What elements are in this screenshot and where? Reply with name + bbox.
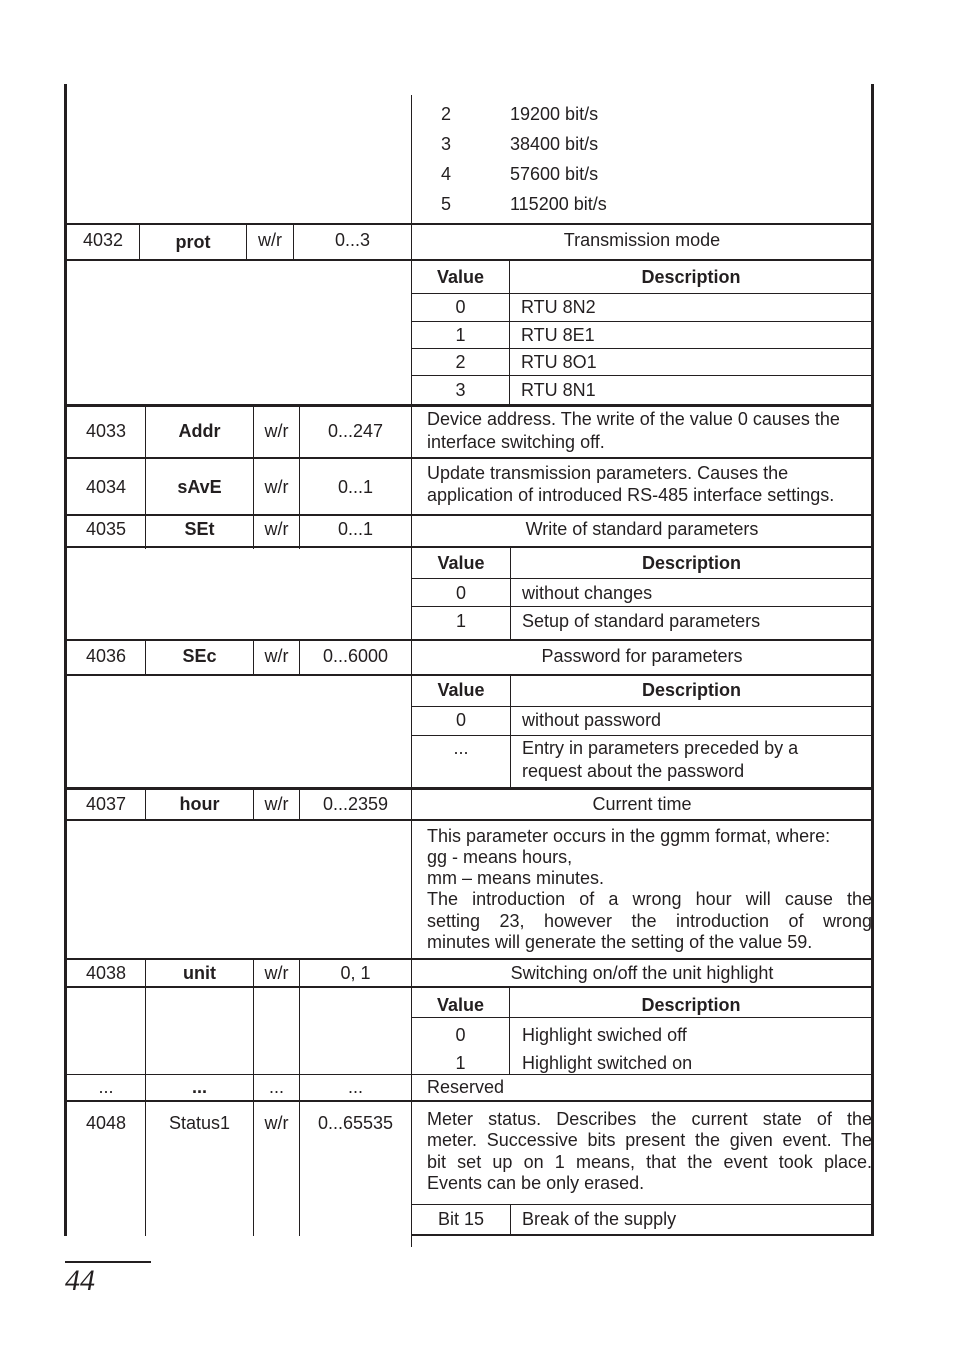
register-address: 4038: [85, 963, 127, 983]
note-line: mm – means minutes.: [427, 868, 605, 888]
option-desc: Highlight swiched off: [522, 1025, 687, 1045]
note-line: gg - means hours,: [427, 847, 573, 867]
register-access: w/r: [264, 477, 289, 497]
option-desc: Setup of standard parameters: [522, 611, 761, 631]
register-description: application of introduced RS-485 interface settings.: [427, 485, 835, 505]
option-value: 0: [455, 297, 466, 317]
register-address: 4032: [82, 230, 124, 250]
register-access: w/r: [264, 421, 289, 441]
register-symbol: ...: [191, 1077, 207, 1097]
value-header: Value: [436, 995, 485, 1015]
baud-value: 2: [441, 104, 452, 124]
option-value: 1: [455, 611, 466, 631]
register-symbol: unit: [183, 963, 216, 983]
register-range: ...: [347, 1077, 363, 1097]
register-description: Transmission mode: [563, 230, 721, 250]
baud-desc: 38400 bit/s: [510, 134, 599, 154]
register-description: Reserved: [427, 1077, 505, 1097]
register-access: w/r: [264, 519, 289, 539]
baud-value: 4: [441, 164, 452, 184]
option-value: 0: [455, 583, 466, 603]
register-description: Switching on/off the unit highlight: [510, 963, 774, 983]
option-value: 1: [455, 325, 466, 345]
register-range: 0, 1: [340, 963, 371, 983]
option-desc: RTU 8N2: [521, 297, 596, 317]
option-value: 2: [455, 352, 466, 372]
page-number: 44: [65, 1264, 95, 1297]
option-value: 1: [455, 1053, 466, 1073]
register-address: 4033: [85, 421, 127, 441]
register-access: w/r: [264, 1113, 289, 1133]
option-value: ...: [453, 738, 469, 758]
note-line: This parameter occurs in the ggmm format, where:: [427, 826, 831, 846]
register-range: 0...6000: [322, 646, 389, 666]
register-address: 4037: [85, 794, 127, 814]
description-header: Description: [641, 553, 742, 573]
baud-desc: 19200 bit/s: [510, 104, 599, 124]
register-symbol: SEt: [184, 519, 215, 539]
option-desc: request about the password: [522, 761, 745, 781]
footer-rule: [65, 1261, 151, 1263]
register-address: 4035: [85, 519, 127, 539]
register-range: 0...2359: [322, 794, 389, 814]
value-header: Value: [437, 680, 485, 700]
option-desc: without changes: [522, 583, 653, 603]
baud-desc: 115200 bit/s: [510, 194, 607, 214]
register-symbol: SEc: [182, 646, 217, 666]
register-address: 4048: [85, 1113, 127, 1133]
register-access: w/r: [258, 230, 282, 250]
register-address: 4036: [85, 646, 127, 666]
description-header: Description: [641, 267, 741, 287]
option-desc: RTU 8E1: [521, 325, 595, 345]
register-access: w/r: [264, 794, 289, 814]
register-access: w/r: [264, 646, 289, 666]
register-address: 4034: [85, 477, 127, 497]
note-line: minutes will generate the setting of the value 59.: [427, 932, 813, 952]
option-desc: without password: [522, 710, 662, 730]
register-range: 0...65535: [317, 1113, 394, 1133]
register-access: w/r: [264, 963, 289, 983]
register-description: Device address. The write of the value 0 causes the: [427, 409, 840, 429]
register-range: 0...247: [327, 421, 384, 441]
option-value: 0: [455, 710, 466, 730]
register-description: interface switching off.: [427, 432, 605, 452]
register-symbol: hour: [179, 794, 220, 814]
register-description: Events can be only erased.: [427, 1173, 645, 1193]
bit-desc: Break of the supply: [522, 1209, 677, 1229]
value-header: Value: [436, 267, 485, 287]
baud-value: 5: [441, 194, 452, 214]
option-value: 3: [455, 380, 466, 400]
register-description: Meter status. Describes the current state of the: [427, 1109, 872, 1129]
register-symbol: Addr: [178, 421, 221, 441]
register-description: meter. Successive bits present the given event. The: [427, 1130, 872, 1150]
baud-desc: 57600 bit/s: [510, 164, 599, 184]
register-symbol: Status1: [168, 1113, 231, 1133]
option-desc: RTU 8N1: [521, 380, 596, 400]
register-description: Password for parameters: [541, 646, 743, 666]
value-header: Value: [437, 553, 485, 573]
note-line: setting 23, however the introduction of wrong: [427, 911, 872, 931]
register-symbol: prot: [175, 232, 211, 252]
option-desc: RTU 8O1: [521, 352, 597, 372]
register-range: 0...1: [337, 519, 374, 539]
note-line: The introduction of a wrong hour will cause the: [427, 889, 872, 909]
register-range: 0...3: [334, 230, 371, 250]
baud-value: 3: [441, 134, 452, 154]
register-address: ...: [98, 1077, 114, 1097]
description-header: Description: [641, 995, 741, 1015]
register-description: bit set up on 1 means, that the event took place.: [427, 1152, 872, 1172]
description-header: Description: [641, 680, 742, 700]
option-desc: Entry in parameters preceded by a: [522, 738, 799, 758]
option-value: 0: [455, 1025, 466, 1045]
bit-label: Bit 15: [437, 1209, 485, 1229]
register-symbol: sAvE: [177, 477, 222, 497]
option-desc: Highlight switched on: [522, 1053, 693, 1073]
register-access: ...: [268, 1077, 284, 1097]
register-description: Update transmission parameters. Causes the: [427, 463, 789, 483]
register-description: Write of standard parameters: [525, 519, 759, 539]
register-description: Current time: [592, 794, 692, 814]
register-range: 0...1: [337, 477, 374, 497]
